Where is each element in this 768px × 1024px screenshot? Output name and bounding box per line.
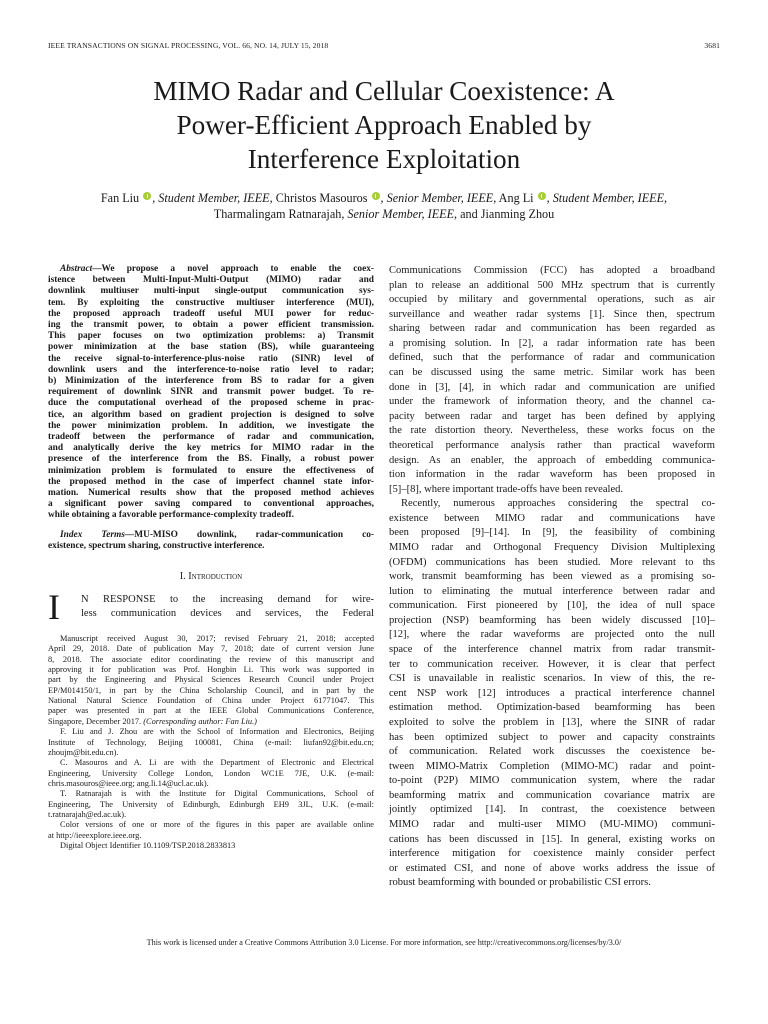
footnote-line: National Natural Science Foundation of China under Project 61771047. This	[48, 696, 374, 706]
body-line: (OFDM) communications has been studied. More relevant to ths	[389, 556, 715, 568]
section-title: Introduction	[188, 571, 243, 583]
body-line: robust beamforming with bounded or probabilistic CSI errors.	[389, 877, 651, 889]
body-line: a promising solution. In [2], a radar information rate has been	[389, 337, 715, 349]
body-line: surveillance and weather radar systems [1]. Since then, spectrum	[389, 308, 715, 320]
body-line: MIMO radar and multi-user MIMO (MU-MIMO) communi-	[389, 818, 715, 830]
author-role: , Student Member, IEEE,	[152, 191, 273, 205]
body-line: tion information in the radar waveform has been proposed in	[389, 469, 715, 481]
intro-line: less communication devices and services, the Federal	[81, 608, 374, 620]
left-column	[48, 264, 374, 851]
abstract-line: mation. Numerical results show that the proposed method achieves	[48, 488, 374, 499]
body-line: of communication. Related work discusses the coexistence be-	[389, 746, 715, 758]
author-name: Ang Li	[496, 191, 534, 205]
footnote-line: C. Masouros and A. Li are with the Department of Electronic and Electrical	[60, 758, 374, 768]
abstract-line: presence of the interference from the BS. Finally, a robust power	[48, 454, 374, 465]
title-line: Interference Exploitation	[247, 144, 521, 174]
body-line: cent NSP work [12] introduces a practical interference channel	[389, 687, 715, 699]
abstract-line: the power minimization problem. In addition, we investigate the	[48, 420, 374, 431]
body-line: existence between MIMO radar and communications have	[389, 512, 715, 524]
index-terms-label: Index Terms—	[60, 529, 135, 540]
footnote-line: Engineering, The University of Edinburgh, Edinburgh EH9 3JL, U.K. (e-mail:	[48, 799, 374, 809]
abstract-line: tem. By exploiting the constructive multiuser interference (MUI),	[48, 297, 374, 308]
footnote-line: chris.masouros@ieee.org; ang.li.14@ucl.ac.uk).	[48, 778, 209, 788]
paper-title	[48, 74, 720, 176]
body-line: tween MIMO-Matrix Completion (MIMO-MC) radar and point-	[389, 760, 715, 772]
body-line: to-point (P2P) MIMO communication system, where the radar	[389, 775, 715, 787]
page-number: 3681	[704, 41, 720, 50]
drop-cap: I	[48, 587, 60, 628]
body-line: space of the interference channel matrix from radar transmit-	[389, 644, 715, 656]
intro-opening	[48, 587, 374, 628]
body-line: beamforming matrix and communication covariance matrix are	[389, 789, 715, 801]
body-line: design. As an enabler, the approach of embedding communica-	[389, 454, 715, 466]
body-line: [12], where the radar waveforms are projected onto the null	[389, 629, 715, 641]
author-list	[48, 190, 720, 222]
right-column	[389, 264, 715, 891]
footnote-line: Engineering, University College London, London WC1E 7JE, U.K. (e-mail:	[48, 768, 374, 778]
abstract-line: a significant power saving compared to conventional approaches,	[48, 499, 374, 510]
body-line: MIMO radar and Orthogonal Frequency Division Multiplexing	[389, 541, 715, 553]
body-line: theoretical performance analysis rather than practical waveform	[389, 439, 715, 451]
author-role: , Student Member, IEEE,	[546, 191, 668, 205]
index-terms: Index Terms—MU-MISO downlink, radar-communication co- existence, spectrum sharing, constructive interference.	[48, 529, 374, 551]
footnote-line: April 29, 2018. Date of publication May 7, 2018; date of current version June	[48, 644, 374, 654]
author-name: Fan Liu	[100, 191, 140, 205]
body-line: cations has been discussed in [15]. In general, existing works on	[389, 833, 715, 845]
body-line: has been optimized subject to power and capacity constraints	[389, 731, 715, 743]
body-line: work, transmit beamforming has been viewed as a promising so-	[389, 571, 715, 583]
body-line: interference mitigation for coexistence mainly consider perfect	[389, 848, 715, 860]
body-line: occupied by military and governmental operations, such as air	[389, 294, 715, 306]
footnote-line: t.ratnarajah@ed.ac.uk).	[48, 809, 127, 819]
abstract-line: requirement of downlink SINR and transmit power budget. To re-	[48, 387, 374, 398]
body-line: the rate distortion theory. Nevertheless, these works focus on the	[389, 425, 715, 437]
footnote-line: T. Ratnarajah is with the Institute for Digital Communications, School of	[60, 789, 374, 799]
footnote-line: at http://ieeexplore.ieee.org.	[48, 830, 142, 840]
body-line: done in [3], [4], in which radar and communication are unified	[389, 381, 715, 393]
index-terms-line: existence, spectrum sharing, constructive interference.	[48, 540, 265, 551]
footnote-line: Singapore, December 2017. (Corresponding author: Fan Liu.)	[48, 716, 257, 726]
body-line: Communications Commission (FCC) has adopted a broadband	[389, 265, 715, 276]
abstract-line: downlink multiuser multi-input single-output communication sys-	[48, 286, 374, 297]
abstract-label: Abstract—	[60, 264, 102, 274]
abstract-line: tice, an algorithm based on gradient projection is designed to solve	[48, 409, 374, 420]
footnote-line: 8, 2018. The associate editor coordinating the review of this manuscript and	[48, 654, 374, 664]
abstract-line: tradeoff between the performance of radar and communication,	[48, 432, 374, 443]
body-line: can be discussed using the same metric. Similar work has been	[389, 367, 715, 379]
abstract: Abstract—We propose a novel approach to enable the coex- istence between Multi-Input-Multi-Output (MIMO) radar and downlink multiuser multi-input single-output communication sys- tem. By exploiting the constructive multiuser interference (MUI), the proposed approach tradeoff useful MUI power for reduc- ing the transmit power, to obtain a power efficient transmission. This paper focuses on two optimization problems: a) Transmit power minimization at the base station (BS), while guaranteeing the receive signal-to-interference-plus-noise ratio (SINR) level of downlink users and the interference-to-noise ratio level to radar; b) Minimization of the interference from BS to radar for a given requirement of downlink SINR and transmit power budget. To re- duce the computational overhead of the proposed scheme in prac- tice, an algorithm based on gradient projection is designed to solve the power minimization problem. In addition, we investigate the tradeoff between the performance of radar and communication, and analytically derive the key metrics for MIMO radar in the presence of the interference from the BS. Finally, a robust power minimization problem is formulated to ensure the effectiveness of the proposed method in the case of imperfect channel state infor- mation. Numerical results show that the proposed method achieves a significant power saving compared to conventional approaches, while obtaining a favorable performance-complexity tradeoff.	[48, 264, 374, 521]
footnote-line: Institute of Technology, Beijing 100081, China (e-mail: liufan92@bit.edu.cn;	[48, 737, 374, 747]
footnote-line: Color versions of one or more of the figures in this paper are available online	[60, 820, 374, 830]
footnote-line: part by the Engineering and Physical Sciences Research Council under Project	[48, 675, 374, 685]
author-role: , Senior Member, IEEE,	[380, 191, 497, 205]
corresponding-author: (Corresponding author: Fan Liu.)	[143, 716, 257, 726]
author-name: Christos Masouros	[272, 191, 368, 205]
body-line: lution to eliminating the mutual interference between radar and	[389, 585, 715, 597]
running-header	[48, 41, 720, 53]
body-line: communication. First pioneered by [10], the idea of null space	[389, 600, 715, 612]
abstract-line: the proposed approach tradeoff useful MUI power for reduc-	[48, 308, 374, 319]
doi-line: Digital Object Identifier 10.1109/TSP.2018.2833813	[60, 840, 236, 850]
section-heading	[48, 571, 374, 583]
author-name: and Jianming Zhou	[457, 207, 555, 221]
orcid-icon[interactable]	[143, 192, 151, 200]
body-line: under the framework of information theory, and the channel ca-	[389, 396, 715, 408]
license-notice: This work is licensed under a Creative Commons Attribution 3.0 License. For more information, see http://creativecommons.org/licenses/by/3.0/	[146, 938, 622, 947]
abstract-line: minimization problem is formulated to ensure the effectiveness of	[48, 465, 374, 476]
body-line: been proposed [9]–[14]. In [9], the feasibility of combining	[389, 527, 715, 539]
orcid-icon[interactable]	[538, 192, 546, 200]
abstract-line: the receive signal-to-interference-plus-noise ratio (SINR) level of	[48, 353, 374, 364]
body-line: CSI is unavailable in realistic scenarios. In view of this, the re-	[389, 673, 715, 685]
body-line: sharing between radar and communication has been regarded as	[389, 323, 715, 335]
abstract-line: and analytically derive the key metrics for MIMO radar in the	[48, 443, 374, 454]
title-line: Power-Efficient Approach Enabled by	[176, 110, 592, 140]
abstract-line: ing the transmit power, to obtain a power efficient transmission.	[48, 320, 374, 331]
abstract-line: downlink users and the interference-to-noise ratio level to radar;	[48, 364, 374, 375]
body-line: defined, such that the performance of radar and communication	[389, 352, 715, 364]
author-role: Senior Member, IEEE,	[344, 207, 458, 221]
body-line: [5]–[8], where important trade-offs have been revealed.	[389, 483, 624, 495]
body-line: jointly optimized [14]. In contrast, the coexistence between	[389, 804, 715, 816]
intro-line: N RESPONSE to the increasing demand for wire-	[81, 594, 374, 606]
abstract-line: b) Minimization of the interference from BS to radar for a given	[48, 376, 374, 387]
body-line: or estimated CSI, and none of above works address the issue of	[389, 862, 715, 874]
abstract-line: istence between Multi-Input-Multi-Output (MIMO) radar and	[48, 275, 374, 286]
footnote	[48, 634, 374, 851]
body-line: Recently, numerous approaches considering the spectral co-	[401, 498, 715, 510]
section-number: I.	[179, 571, 186, 583]
body-line: exploited to solve the problem in [13], where the SINR of radar	[389, 716, 715, 728]
abstract-line: while obtaining a favorable performance-complexity tradeoff.	[48, 510, 295, 521]
body-line: projection (NSP) beamforming has been widely discussed [10]–	[389, 614, 715, 626]
footnote-line: Manuscript received August 30, 2017; revised February 21, 2018; accepted	[60, 634, 374, 644]
author-name: Tharmalingam Ratnarajah,	[213, 207, 345, 221]
footnote-line: F. Liu and J. Zhou are with the School of Information and Electronics, Beijing	[60, 727, 374, 737]
abstract-line: duce the computational overhead of the proposed scheme in prac-	[48, 398, 374, 409]
footnote-line: zhoujm@bit.edu.cn).	[48, 747, 119, 757]
body-line: estimation method. Optimization-based beamforming has been	[389, 702, 715, 714]
footnote-line: approving it for publication was Prof. Hongbin Li. This work was supported in	[48, 665, 374, 675]
abstract-line: power minimization at the base station (BS), while guaranteeing	[48, 342, 374, 353]
footnote-line: paper was presented in part at the IEEE Global Communications Conference,	[48, 706, 374, 716]
title-line: MIMO Radar and Cellular Coexistence: A	[153, 76, 615, 106]
body-line: ter to communication receiver. However, it is clear that perfect	[389, 658, 715, 670]
journal-citation: IEEE TRANSACTIONS ON SIGNAL PROCESSING, VOL. 66, NO. 14, JULY 15, 2018	[48, 41, 329, 50]
abstract-line: This paper focuses on two optimization problems: a) Transmit	[48, 331, 374, 342]
body-line: pacity between radar and target has been defined by applying	[389, 410, 715, 422]
orcid-icon[interactable]	[372, 192, 380, 200]
body-line: plan to release an additional 500 MHz spectrum that is currently	[389, 279, 715, 291]
footnote-line: EP/M014150/1, in part by the China Scholarship Council, and in part by the	[48, 685, 374, 695]
abstract-line: the proposed method in the case of imperfect channel state infor-	[48, 476, 374, 487]
